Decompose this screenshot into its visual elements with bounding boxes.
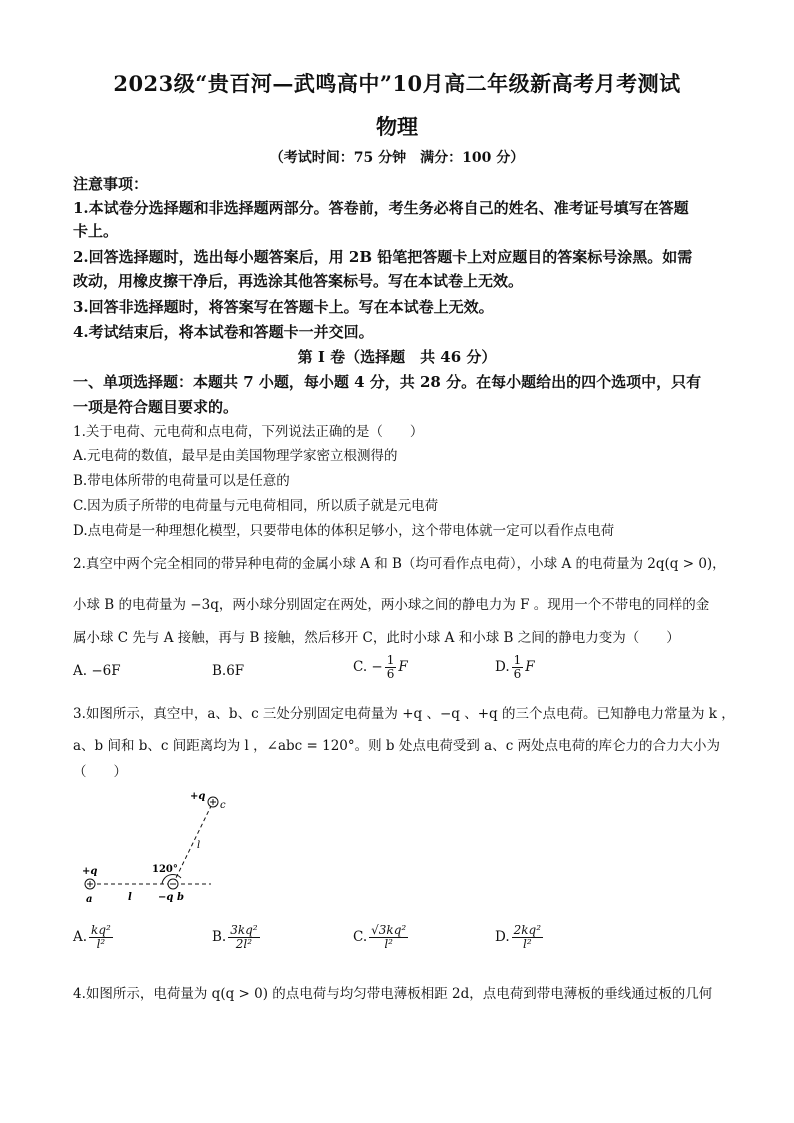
fraction-numerator: 3kq² xyxy=(230,923,258,937)
note-item: 3.回答非选择题时，将答案写在答题卡上。写在本试卷上无效。 xyxy=(73,298,494,316)
section-instructions-line2: 一项是符合题目要求的。 xyxy=(73,398,239,416)
label-minus-q: −q xyxy=(158,892,174,903)
q2-option-d xyxy=(495,654,535,681)
q3-stem-line1: 3.如图所示，真空中，a、b、c 三处分别固定电荷量为 +q 、−q 、+q 的三个点电荷。已知静电力常量为 k ， xyxy=(73,706,735,722)
q2-option-c-prefix: C. − xyxy=(353,659,383,675)
option-prefix: C. xyxy=(353,929,368,945)
label-c: c xyxy=(220,800,226,811)
q3-figure xyxy=(78,790,238,910)
label-l-bc: l xyxy=(197,840,201,851)
label-l-ab: l xyxy=(128,892,132,903)
notes-heading: 注意事项： xyxy=(73,175,149,193)
q2-option-d-fraction xyxy=(512,654,524,681)
q2-stem-line2: 小球 B 的电荷量为 −3q，两小球分别固定在两处，两小球之间的静电力为 F 。现用一个不带电的同样的金 xyxy=(73,597,710,613)
fraction-numerator: √3kq² xyxy=(371,923,407,937)
q2-option-a: A. −6F xyxy=(73,663,121,679)
label-plus-q-c: +q xyxy=(190,791,206,802)
note-item: 2.回答选择题时，选出每小题答案后，用 2B 铅笔把答题卡上对应题目的答案标号涂黑。如需 xyxy=(73,248,693,266)
label-a: a xyxy=(86,894,93,905)
option-prefix: D. xyxy=(495,929,510,945)
q1-option-b: B.带电体所带的电荷量可以是任意的 xyxy=(73,473,290,489)
q3-option-b xyxy=(212,924,262,951)
q2-option-c-fraction xyxy=(385,654,397,681)
q2-option-b: B.6F xyxy=(212,663,245,679)
q2-stem-line3: 属小球 C 先与 A 接触，再与 B 接触，然后移开 C，此时小球 A 和小球 B 之间的静电力变为（ ） xyxy=(73,630,680,646)
q1-stem: 1.关于电荷、元电荷和点电荷，下列说法正确的是（ ） xyxy=(73,424,424,440)
note-item: 4.考试结束后，将本试卷和答题卡一并交回。 xyxy=(73,323,374,341)
note-item: 1.本试卷分选择题和非选择题两部分。答卷前，考生务必将自己的姓名、准考证号填写在答题 xyxy=(73,199,689,217)
q3-option-c xyxy=(353,924,410,951)
fraction-denominator: 2l² xyxy=(235,937,253,951)
bc-dashed-line xyxy=(173,802,213,884)
note-item: 改动，用橡皮擦干净后，再选涂其他答案标号。写在本试卷上无效。 xyxy=(73,272,524,290)
option-fraction xyxy=(369,924,408,951)
q1-option-d: D.点电荷是一种理想化模型，只要带电体的体积足够小，这个带电体就一定可以看作点电荷 xyxy=(73,523,615,539)
label-b: b xyxy=(177,892,184,903)
q3-stem-line3: （ ） xyxy=(73,764,127,780)
fraction-denominator: 6 xyxy=(513,667,522,681)
fraction-denominator: 6 xyxy=(386,667,395,681)
option-prefix: A. xyxy=(73,929,88,945)
fraction-numerator: 2kq² xyxy=(513,923,542,937)
q1-option-c: C.因为质子所带的电荷量与元电荷相同，所以质子就是元电荷 xyxy=(73,498,439,514)
q3-stem-line2: a、b 间和 b、c 间距离均为 l ，∠abc = 120°。则 b 处点电荷受到 a、c 两处点电荷的库仑力的合力大小为 xyxy=(73,738,721,754)
q2-option-c xyxy=(353,654,408,681)
section-instructions-line1: 一、单项选择题：本题共 7 小题，每小题 4 分，共 28 分。在每小题给出的四个选项中，只有 xyxy=(73,373,702,391)
subject-title: 物理 xyxy=(376,114,418,139)
fraction-denominator: l² xyxy=(96,937,106,951)
q1-option-a: A.元电荷的数值，最早是由美国物理学家密立根测得的 xyxy=(73,448,398,464)
option-fraction xyxy=(89,924,113,951)
q2-option-d-prefix: D. xyxy=(495,659,510,675)
q2-stem-line1: 2.真空中两个完全相同的带异种电荷的金属小球 A 和 B（均可看作点电荷），小球 A 的电荷量为 2q(q > 0)， xyxy=(73,556,726,572)
time-info: （考试时间：75 分钟 满分：100 分） xyxy=(269,150,525,166)
fraction-numerator: kq² xyxy=(91,923,111,937)
q3-option-a xyxy=(73,924,115,951)
fraction-numerator: 1 xyxy=(513,653,522,667)
fraction-denominator: l² xyxy=(523,937,532,951)
part1-heading: 第 I 卷（选择题 共 46 分） xyxy=(297,348,497,366)
label-plus-q-a: +q xyxy=(82,866,98,877)
note-item: 卡上。 xyxy=(73,222,119,240)
fraction-denominator: l² xyxy=(384,937,393,951)
fraction-variable: F xyxy=(398,659,408,675)
fraction-variable: F xyxy=(525,659,535,675)
label-angle: 120° xyxy=(152,864,178,875)
q3-option-d xyxy=(495,924,545,951)
option-fraction xyxy=(228,924,259,951)
option-fraction xyxy=(512,924,543,951)
exam-title: 2023级“贵百河—武鸣高中”10月高二年级新高考月考测试 xyxy=(113,71,681,96)
option-prefix: B. xyxy=(212,929,227,945)
fraction-numerator: 1 xyxy=(386,653,395,667)
q4-stem-line1: 4.如图所示，电荷量为 q(q > 0) 的点电荷与均匀带电薄板相距 2d，点电荷到带电薄板的垂线通过板的几何 xyxy=(73,986,713,1002)
